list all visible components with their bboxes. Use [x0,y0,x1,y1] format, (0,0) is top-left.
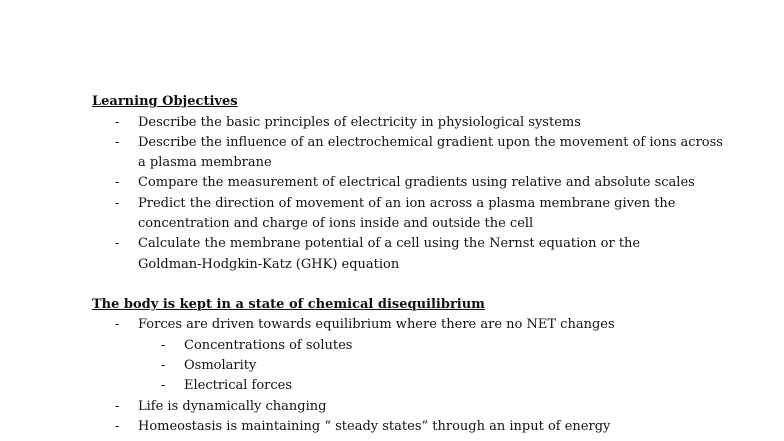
objective-4-line-1: Predict the direction of movement of an ion across a plasma membrane given the [138,196,676,211]
sub-bullet-dash: - [161,378,166,393]
objective-5-line-2: Goldman-Hodgkin-Katz (GHK) equation [138,257,400,272]
subpoint-electrical-forces: Electrical forces [184,378,293,393]
point-2-text: Life is dynamically changing [138,399,327,414]
bullet-dash: - [115,135,120,150]
objective-4-line-2: concentration and charge of ions inside and outside the cell [138,216,534,231]
subpoint-concentrations: Concentrations of solutes [184,338,353,353]
section-heading-learning-objectives: Learning Objectives [92,94,238,109]
objective-2-line-2: a plasma membrane [138,155,272,170]
subpoint-osmolarity: Osmolarity [184,358,257,373]
objective-5-line-1: Calculate the membrane potential of a cell using the Nernst equation or the [138,236,641,251]
bullet-dash: - [115,399,120,414]
section-heading-chemical-disequilibrium: The body is kept in a state of chemical disequilibrium [92,297,485,312]
objective-2-line-1: Describe the influence of an electrochemical gradient upon the movement of ions across [138,135,723,150]
bullet-dash: - [115,115,120,130]
sub-bullet-dash: - [161,358,166,373]
sub-bullet-dash: - [161,338,166,353]
objective-1-line-1: Describe the basic principles of electricity in physiological systems [138,115,581,130]
bullet-dash: - [115,317,120,332]
bullet-dash: - [115,419,120,434]
point-3-text: Homeostasis is maintaining “ steady states” through an input of energy [138,419,611,434]
point-1-text: Forces are driven towards equilibrium where there are no NET changes [138,317,615,332]
bullet-dash: - [115,175,120,190]
bullet-dash: - [115,236,120,251]
objective-3-line-1: Compare the measurement of electrical gradients using relative and absolute scales [138,175,695,190]
bullet-dash: - [115,196,120,211]
